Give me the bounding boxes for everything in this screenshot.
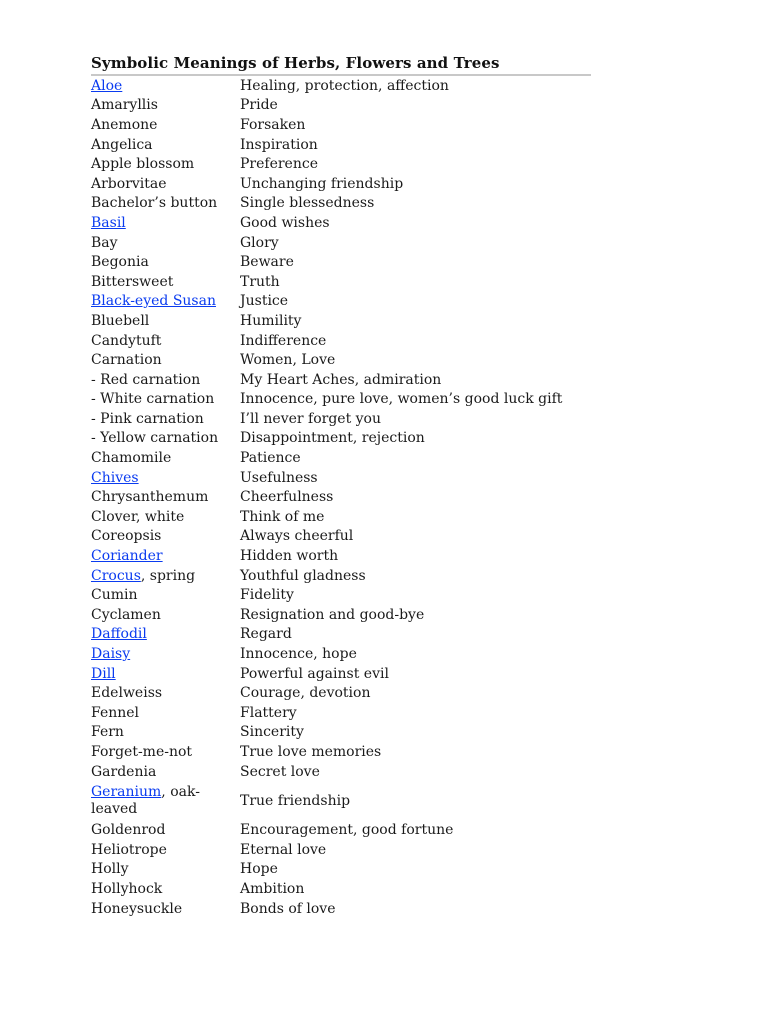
table-row (91, 135, 591, 155)
meaning-cell: Good wishes (240, 214, 330, 231)
plant-name-qualifier: , spring (140, 567, 196, 584)
plant-name-cell (91, 744, 240, 760)
plant-name-link[interactable]: Crocus (91, 567, 141, 584)
table-row (91, 154, 591, 174)
plant-name-cell (91, 450, 240, 466)
meaning-cell: Beware (240, 254, 294, 271)
plant-name-link[interactable]: Coriander (91, 548, 163, 565)
table-row (91, 76, 591, 96)
meaning-cell: Justice (240, 293, 289, 310)
plant-name-link[interactable]: Daffodil (91, 626, 147, 643)
table-row (91, 820, 591, 840)
table-row (91, 507, 591, 527)
meaning-cell: Sincerity (240, 724, 304, 741)
plant-name: Cumin (91, 587, 138, 604)
meaning-cell: Resignation and good-bye (240, 606, 425, 623)
table-row (91, 840, 591, 860)
meaning-cell: Think of me (240, 508, 325, 525)
table-row (91, 742, 591, 762)
plant-name-link[interactable]: Dill (91, 665, 116, 682)
meaning-cell: Patience (240, 450, 301, 467)
table-row (91, 292, 591, 312)
plant-name-link[interactable]: Chives (91, 469, 139, 486)
plant-name: Arborvitae (91, 175, 167, 192)
plant-name-link[interactable]: Black-eyed Susan (91, 293, 216, 310)
plant-name-cell (91, 293, 240, 309)
plant-name-cell (91, 901, 240, 917)
plant-name: - Pink carnation (91, 410, 204, 427)
table-row (91, 252, 591, 272)
meaning-cell: Fidelity (240, 587, 294, 604)
meaning-cell: Unchanging friendship (240, 175, 404, 192)
meaning-cell: Glory (240, 234, 279, 251)
plant-name-link[interactable]: Geranium (91, 783, 162, 800)
plant-name-cell (91, 528, 240, 544)
table-row (91, 566, 591, 586)
table-row (91, 96, 591, 116)
plant-name-cell (91, 176, 240, 192)
plant-name: Candytuft (91, 332, 162, 349)
meaning-cell: Encouragement, good fortune (240, 822, 454, 839)
plant-name-cell (91, 313, 240, 329)
plant-name-cell (91, 274, 240, 290)
plant-name-cell (91, 646, 240, 662)
plant-name-cell (91, 548, 240, 564)
plant-name-cell (91, 784, 211, 818)
meaning-cell: Ambition (240, 880, 305, 897)
plant-name-link[interactable]: Aloe (91, 77, 123, 94)
plant-name-cell (91, 568, 240, 584)
plant-name-cell (91, 117, 240, 133)
meaning-cell: Regard (240, 626, 292, 643)
table-row (91, 429, 591, 449)
meaning-cell: Hope (240, 861, 278, 878)
plant-name-cell (91, 430, 240, 446)
table-row (91, 194, 591, 214)
table-row (91, 625, 591, 645)
plant-name-cell (91, 764, 240, 780)
meaning-cell: Cheerfulness (240, 489, 334, 506)
table-row (91, 468, 591, 488)
plant-name-qualifier: , oak-leaved (91, 783, 200, 817)
table-row (91, 664, 591, 684)
table-row (91, 899, 591, 919)
plant-name-cell (91, 685, 240, 701)
meaning-cell: Bonds of love (240, 900, 336, 917)
meaning-cell: Forsaken (240, 116, 306, 133)
plant-name: Hollyhock (91, 880, 163, 897)
meaning-cell: Innocence, hope (240, 646, 357, 663)
plant-name: Chamomile (91, 450, 172, 467)
plant-name: Gardenia (91, 763, 157, 780)
table-row (91, 272, 591, 292)
plant-name: - Yellow carnation (91, 430, 219, 447)
plant-name: Anemone (91, 116, 158, 133)
meaning-cell: Pride (240, 97, 278, 114)
plant-name-cell (91, 666, 240, 682)
plant-name-cell (91, 156, 240, 172)
table-row (91, 487, 591, 507)
plant-name-cell (91, 587, 240, 603)
plant-name-cell (91, 489, 240, 505)
table-row (91, 546, 591, 566)
plant-name: Forget-me-not (91, 743, 193, 760)
plant-name-link[interactable]: Basil (91, 214, 126, 231)
meaning-cell: Flattery (240, 704, 297, 721)
meaning-cell: Eternal love (240, 841, 327, 858)
plant-name-cell (91, 509, 240, 525)
plant-name-cell (91, 411, 240, 427)
table-row (91, 879, 591, 899)
plant-name-cell (91, 705, 240, 721)
table-row (91, 683, 591, 703)
plant-name: Goldenrod (91, 822, 166, 839)
plant-name: Chrysanthemum (91, 489, 209, 506)
meaning-cell: Indifference (240, 332, 327, 349)
meaning-cell: Inspiration (240, 136, 318, 153)
plant-name: Edelweiss (91, 685, 163, 702)
plant-name: - Red carnation (91, 371, 201, 388)
plant-name-cell (91, 607, 240, 623)
meaning-cell: Youthful gladness (240, 567, 366, 584)
plant-name: Fennel (91, 704, 140, 721)
plant-name: Angelica (91, 136, 153, 153)
plant-name-cell (91, 391, 240, 407)
plant-name-cell (91, 861, 240, 877)
table-row (91, 703, 591, 723)
plant-name-cell (91, 235, 240, 251)
plant-name-cell (91, 626, 240, 642)
table-row (91, 527, 591, 547)
table-row (91, 605, 591, 625)
meaning-cell: Innocence, pure love, women’s good luck gift (240, 391, 563, 408)
plant-name-cell (91, 254, 240, 270)
plant-name: Heliotrope (91, 841, 167, 858)
table-row (91, 370, 591, 390)
table-row (91, 762, 591, 782)
plant-name: Begonia (91, 254, 149, 271)
plant-name-link[interactable]: Daisy (91, 646, 131, 663)
plant-name-cell (91, 352, 240, 368)
table-row (91, 781, 591, 820)
plant-name-cell (91, 333, 240, 349)
table-row (91, 213, 591, 233)
table-row (91, 331, 591, 351)
plant-name: Bluebell (91, 312, 150, 329)
plant-name-cell (91, 372, 240, 388)
plant-name-cell (91, 470, 240, 486)
meaning-cell: Preference (240, 156, 318, 173)
table-row (91, 350, 591, 370)
meaning-cell: Single blessedness (240, 195, 375, 212)
table-row (91, 233, 591, 253)
meaning-cell: Truth (240, 273, 280, 290)
plant-name-cell (91, 195, 240, 211)
plant-name: Amaryllis (91, 97, 158, 114)
plant-name: Coreopsis (91, 528, 162, 545)
plant-name-cell (91, 137, 240, 153)
plant-name: Bittersweet (91, 273, 174, 290)
table-row (91, 644, 591, 664)
meaning-cell: Usefulness (240, 469, 318, 486)
plant-name: - White carnation (91, 391, 215, 408)
meaning-cell: True friendship (240, 792, 351, 809)
table-row (91, 585, 591, 605)
plant-name-cell (91, 842, 240, 858)
table-row (91, 723, 591, 743)
plant-name-cell (91, 215, 240, 231)
meaning-cell: Hidden worth (240, 548, 339, 565)
plant-name: Apple blossom (91, 156, 195, 173)
plant-name-cell (91, 724, 240, 740)
meaning-cell: True love memories (240, 743, 382, 760)
meaning-cell: Women, Love (240, 352, 336, 369)
table-row (91, 311, 591, 331)
table-row (91, 115, 591, 135)
plant-name: Holly (91, 861, 129, 878)
meaning-cell: I’ll never forget you (240, 410, 382, 427)
plant-name-cell (91, 822, 240, 838)
plant-name-cell (91, 78, 240, 94)
plant-name: Fern (91, 724, 124, 741)
plant-name: Bachelor’s button (91, 195, 218, 212)
meaning-cell: Healing, protection, affection (240, 77, 449, 94)
table-row (91, 174, 591, 194)
plant-name-cell (91, 97, 240, 113)
meaning-cell: My Heart Aches, admiration (240, 371, 442, 388)
table-row (91, 390, 591, 410)
table-row (91, 448, 591, 468)
meaning-cell: Humility (240, 312, 302, 329)
plant-name: Cyclamen (91, 606, 161, 623)
plant-name: Clover, white (91, 508, 185, 525)
meaning-cell: Courage, devotion (240, 685, 371, 702)
table-row (91, 409, 591, 429)
meanings-table (91, 76, 591, 918)
plant-name: Carnation (91, 352, 162, 369)
plant-name: Bay (91, 234, 118, 251)
table-row (91, 860, 591, 880)
plant-name: Honeysuckle (91, 900, 183, 917)
page-title: Symbolic Meanings of Herbs, Flowers and Trees (91, 54, 500, 72)
meaning-cell: Always cheerful (240, 528, 354, 545)
meaning-cell: Secret love (240, 763, 320, 780)
meaning-cell: Disappointment, rejection (240, 430, 425, 447)
plant-name-cell (91, 881, 240, 897)
meaning-cell: Powerful against evil (240, 665, 389, 682)
